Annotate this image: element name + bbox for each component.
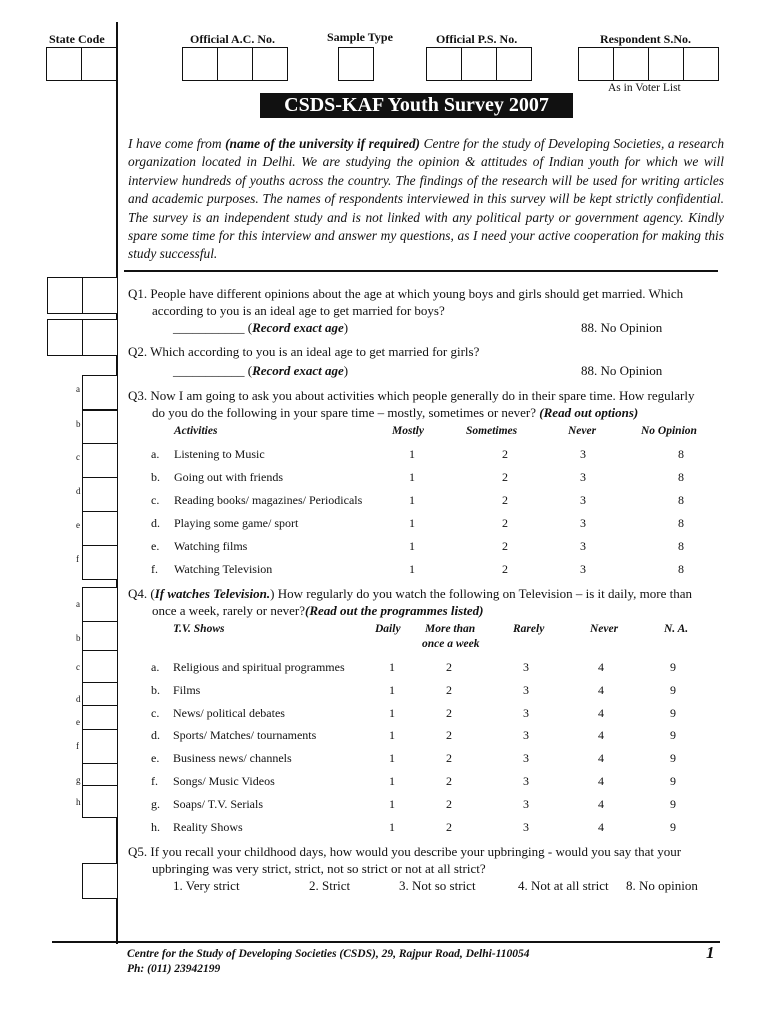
q5-option-8[interactable]: 8. No opinion (626, 878, 698, 893)
q4-code-box[interactable] (82, 785, 118, 818)
q5-text: Q5. If you recall your childhood days, how would you describe your upbringing - would you say that your (128, 844, 682, 859)
q1-code-box-2[interactable] (82, 277, 118, 314)
q1-text-2: according to you is an ideal age to get married for boys? (152, 303, 445, 318)
q3-code-option[interactable]: 8 (678, 493, 684, 507)
q4-code-option[interactable]: 2 (446, 660, 452, 674)
q4-row-letter: d. (151, 728, 160, 742)
q4-code-option[interactable]: 9 (670, 774, 676, 788)
q4-code-option[interactable]: 4 (598, 706, 604, 720)
respondent-sno-label: Respondent S.No. (600, 32, 692, 46)
q3-code-option[interactable]: 2 (502, 539, 508, 553)
q4-code-option[interactable]: 4 (598, 797, 604, 811)
q3-row-label: Listening to Music (174, 447, 265, 461)
q4-side-letter: a (76, 599, 80, 609)
q5-option-1[interactable]: 1. Very strict (173, 878, 240, 893)
q4-code-option[interactable]: 3 (523, 820, 529, 834)
q4-code-box[interactable] (82, 682, 118, 706)
q2-answer-line[interactable]: ___________ (Record exact age) (173, 363, 349, 378)
q3-row-letter: d. (151, 516, 160, 530)
q3-row-letter: a. (151, 447, 160, 461)
q3-text-2: do you do the following in your spare time – mostly, sometimes or never? (Read out options) (152, 405, 639, 420)
state-code-box-2[interactable] (81, 47, 117, 81)
ps-box-1[interactable] (426, 47, 462, 81)
q2-no-opinion[interactable]: 88. No Opinion (581, 363, 663, 378)
q4-side-letter: h (76, 797, 81, 807)
q4-code-option[interactable]: 9 (670, 706, 676, 720)
q1-no-opinion[interactable]: 88. No Opinion (581, 320, 663, 335)
q4-row-letter: e. (151, 751, 160, 765)
respondent-box-2[interactable] (613, 47, 649, 81)
q4-code-box[interactable] (82, 650, 118, 683)
q4-code-option[interactable]: 2 (446, 774, 452, 788)
ps-box-3[interactable] (496, 47, 532, 81)
q4-code-option[interactable]: 9 (670, 683, 676, 697)
q3-code-option[interactable]: 8 (678, 470, 684, 484)
q3-code-box[interactable] (82, 477, 118, 512)
q4-code-option[interactable]: 1 (389, 683, 395, 697)
q4-header-more-than: More than (425, 623, 476, 635)
page-number: 1 (706, 943, 715, 962)
q4-code-option[interactable]: 2 (446, 797, 452, 811)
q4-code-option[interactable]: 9 (670, 797, 676, 811)
q4-row-letter: f. (151, 774, 158, 788)
q3-code-option[interactable]: 3 (580, 493, 586, 507)
q5-code-box[interactable] (82, 863, 118, 899)
ps-box-2[interactable] (461, 47, 497, 81)
q3-header-sometimes: Sometimes (466, 425, 518, 437)
q4-row-label: Soaps/ T.V. Serials (173, 797, 264, 811)
q3-code-option[interactable]: 3 (580, 562, 586, 576)
q3-row-letter: f. (151, 562, 158, 576)
q4-row-label: Reality Shows (173, 820, 243, 834)
q3-code-option[interactable]: 2 (502, 516, 508, 530)
q4-code-option[interactable]: 1 (389, 728, 395, 742)
q4-header-once-week: once a week (422, 638, 480, 650)
q3-code-box[interactable] (82, 511, 118, 546)
q3-code-option[interactable]: 2 (502, 493, 508, 507)
respondent-box-4[interactable] (683, 47, 719, 81)
q3-row-label: Watching films (174, 539, 248, 553)
q4-code-option[interactable]: 4 (598, 728, 604, 742)
q4-header-rarely: Rarely (513, 623, 545, 635)
q4-header-daily: Daily (375, 623, 401, 635)
q3-side-letter: c (76, 452, 80, 462)
q4-header-na: N. A. (664, 623, 689, 635)
q5-option-2[interactable]: 2. Strict (309, 878, 351, 893)
q4-code-option[interactable]: 4 (598, 774, 604, 788)
q4-code-option[interactable]: 2 (446, 728, 452, 742)
q4-code-option[interactable]: 9 (670, 728, 676, 742)
state-code-box-1[interactable] (46, 47, 82, 81)
official-ps-label: Official P.S. No. (436, 32, 518, 46)
q5-option-3[interactable]: 3. Not so strict (399, 878, 476, 893)
q3-code-option[interactable]: 3 (580, 470, 586, 484)
q4-code-box[interactable] (82, 729, 118, 764)
q4-header-never: Never (590, 623, 619, 635)
q4-code-option[interactable]: 4 (598, 683, 604, 697)
q3-code-option[interactable]: 1 (409, 447, 415, 461)
q1-code-box-1[interactable] (47, 277, 83, 314)
q4-code-option[interactable]: 3 (523, 728, 529, 742)
q4-code-option[interactable]: 2 (446, 706, 452, 720)
q3-code-box[interactable] (82, 375, 118, 410)
q4-text-2: once a week, rarely or never?(Read out the programmes listed) (152, 603, 484, 618)
q3-code-option[interactable]: 1 (409, 493, 415, 507)
q3-code-option[interactable]: 8 (678, 539, 684, 553)
q4-side-letter: b (76, 633, 81, 643)
q4-code-option[interactable]: 4 (598, 820, 604, 834)
q3-side-letter: f (76, 554, 79, 564)
sample-type-label: Sample Type (327, 30, 393, 44)
q3-header-never: Never (568, 425, 597, 437)
q4-row-letter: b. (151, 683, 160, 697)
ac-box-1[interactable] (182, 47, 218, 81)
q3-code-box[interactable] (82, 443, 118, 478)
q4-code-option[interactable]: 4 (598, 751, 604, 765)
q3-code-option[interactable]: 1 (409, 470, 415, 484)
q3-side-letter: d (76, 486, 81, 496)
q3-row-letter: b. (151, 470, 160, 484)
q4-code-box[interactable] (82, 621, 118, 651)
q4-row-letter: h. (151, 820, 160, 834)
q4-side-letter: d (76, 694, 81, 704)
state-code-label: State Code (49, 32, 105, 46)
intro-paragraph: I have come from (name of the university if required) Centre for the study of Developing Societies, a research organization located in Delhi. We are studying the opinion & attitudes of Indian youth for which we will interview hundreds of youths across the country. The findings of the research will be used for writing articles and academic purposes. The names of respondents interviewed in this survey will be kept strictly confidential. The survey is an independent study and is not linked with any political party or government agency. Kindly spare some time for this interview and answer my questions, as I need your active cooperation for making this study successful. (128, 136, 725, 262)
q4-code-option[interactable]: 4 (598, 660, 604, 674)
q5-text-2: upbringing was very strict, strict, not so strict or not at all strict? (152, 861, 486, 876)
q4-code-option[interactable]: 9 (670, 660, 676, 674)
q2-text: Q2. Which according to you is an ideal age to get married for girls? (128, 344, 480, 359)
q4-text: Q4. (If watches Television.) How regularly do you watch the following on Television – is it daily, more than (128, 586, 693, 601)
q3-code-option[interactable]: 2 (502, 562, 508, 576)
q4-code-option[interactable]: 3 (523, 751, 529, 765)
respondent-box-1[interactable] (578, 47, 614, 81)
sample-type-box[interactable] (338, 47, 374, 81)
q4-code-box[interactable] (82, 587, 118, 622)
q3-side-letter: b (76, 419, 81, 429)
q2-code-box-2[interactable] (82, 319, 118, 356)
ac-box-2[interactable] (217, 47, 253, 81)
q4-header-shows: T.V. Shows (173, 623, 225, 635)
q4-row-label: Business news/ channels (173, 751, 292, 765)
q4-row-label: Sports/ Matches/ tournaments (173, 728, 317, 742)
q3-code-option[interactable]: 3 (580, 539, 586, 553)
q3-code-option[interactable]: 1 (409, 539, 415, 553)
intro-divider (124, 270, 718, 272)
q4-code-option[interactable]: 2 (446, 820, 452, 834)
q4-side-letter: g (76, 775, 81, 785)
q3-code-option[interactable]: 2 (502, 447, 508, 461)
q3-code-option[interactable]: 3 (580, 516, 586, 530)
q4-row-label: Films (173, 683, 201, 697)
q4-row-letter: a. (151, 660, 160, 674)
q3-row-label: Going out with friends (174, 470, 283, 484)
q5-option-4[interactable]: 4. Not at all strict (518, 878, 609, 893)
q3-header-activities: Activities (174, 425, 218, 437)
q3-row-label: Watching Television (174, 562, 273, 576)
q3-code-box[interactable] (82, 545, 118, 580)
q3-code-box[interactable] (82, 410, 118, 445)
q4-code-option[interactable]: 1 (389, 706, 395, 720)
as-in-voter-list: As in Voter List (608, 82, 681, 94)
q3-side-letter: e (76, 520, 80, 530)
q4-code-option[interactable]: 1 (389, 797, 395, 811)
q3-code-option[interactable]: 1 (409, 562, 415, 576)
q1-text: Q1. People have different opinions about the age at which young boys and girls should get married. Which (128, 286, 684, 301)
q4-code-option[interactable]: 3 (523, 797, 529, 811)
q3-code-option[interactable]: 3 (580, 447, 586, 461)
q4-code-option[interactable]: 3 (523, 774, 529, 788)
survey-title: CSDS-KAF Youth Survey 2007 (260, 93, 573, 118)
q4-code-option[interactable]: 9 (670, 751, 676, 765)
footer-divider (52, 941, 720, 943)
q3-code-option[interactable]: 8 (678, 562, 684, 576)
q3-row-label: Reading books/ magazines/ Periodicals (174, 493, 363, 507)
q4-side-letter: c (76, 662, 80, 672)
q3-row-label: Playing some game/ sport (174, 516, 299, 530)
q4-side-letter: f (76, 741, 79, 751)
q1-answer-line[interactable]: ___________ (Record exact age) (173, 320, 349, 335)
q3-header-mostly: Mostly (392, 425, 424, 437)
ac-box-3[interactable] (252, 47, 288, 81)
q4-code-option[interactable]: 3 (523, 683, 529, 697)
q3-code-option[interactable]: 2 (502, 470, 508, 484)
q3-row-letter: c. (151, 493, 160, 507)
q2-code-box-1[interactable] (47, 319, 83, 356)
q3-row-letter: e. (151, 539, 160, 553)
q3-text: Q3. Now I am going to ask you about activities which people generally do in their spare time. How regularly (128, 388, 695, 403)
q4-code-option[interactable]: 3 (523, 706, 529, 720)
q4-code-option[interactable]: 1 (389, 774, 395, 788)
q4-code-option[interactable]: 2 (446, 683, 452, 697)
q4-side-letter: e (76, 717, 80, 727)
q3-code-option[interactable]: 8 (678, 447, 684, 461)
official-ac-label: Official A.C. No. (190, 32, 275, 46)
q3-header-no-opinion: No Opinion (641, 425, 697, 437)
q4-code-option[interactable]: 9 (670, 820, 676, 834)
q3-side-letter: a (76, 384, 80, 394)
q4-code-option[interactable]: 1 (389, 820, 395, 834)
footer-address: Centre for the Study of Developing Societies (CSDS), 29, Rajpur Road, Delhi-110054 Ph: (011) 23942199 (127, 948, 530, 975)
q4-row-label: Religious and spiritual programmes (173, 660, 345, 674)
respondent-box-3[interactable] (648, 47, 684, 81)
q4-code-option[interactable]: 1 (389, 751, 395, 765)
q4-row-letter: g. (151, 797, 160, 811)
q4-row-label: News/ political debates (173, 706, 285, 720)
q4-row-label: Songs/ Music Videos (173, 774, 275, 788)
q4-code-option[interactable]: 1 (389, 660, 395, 674)
q4-code-box[interactable] (82, 705, 118, 730)
q3-code-option[interactable]: 8 (678, 516, 684, 530)
q4-row-letter: c. (151, 706, 160, 720)
q3-code-option[interactable]: 1 (409, 516, 415, 530)
q4-code-option[interactable]: 3 (523, 660, 529, 674)
q4-code-box[interactable] (82, 763, 118, 786)
q4-code-option[interactable]: 2 (446, 751, 452, 765)
